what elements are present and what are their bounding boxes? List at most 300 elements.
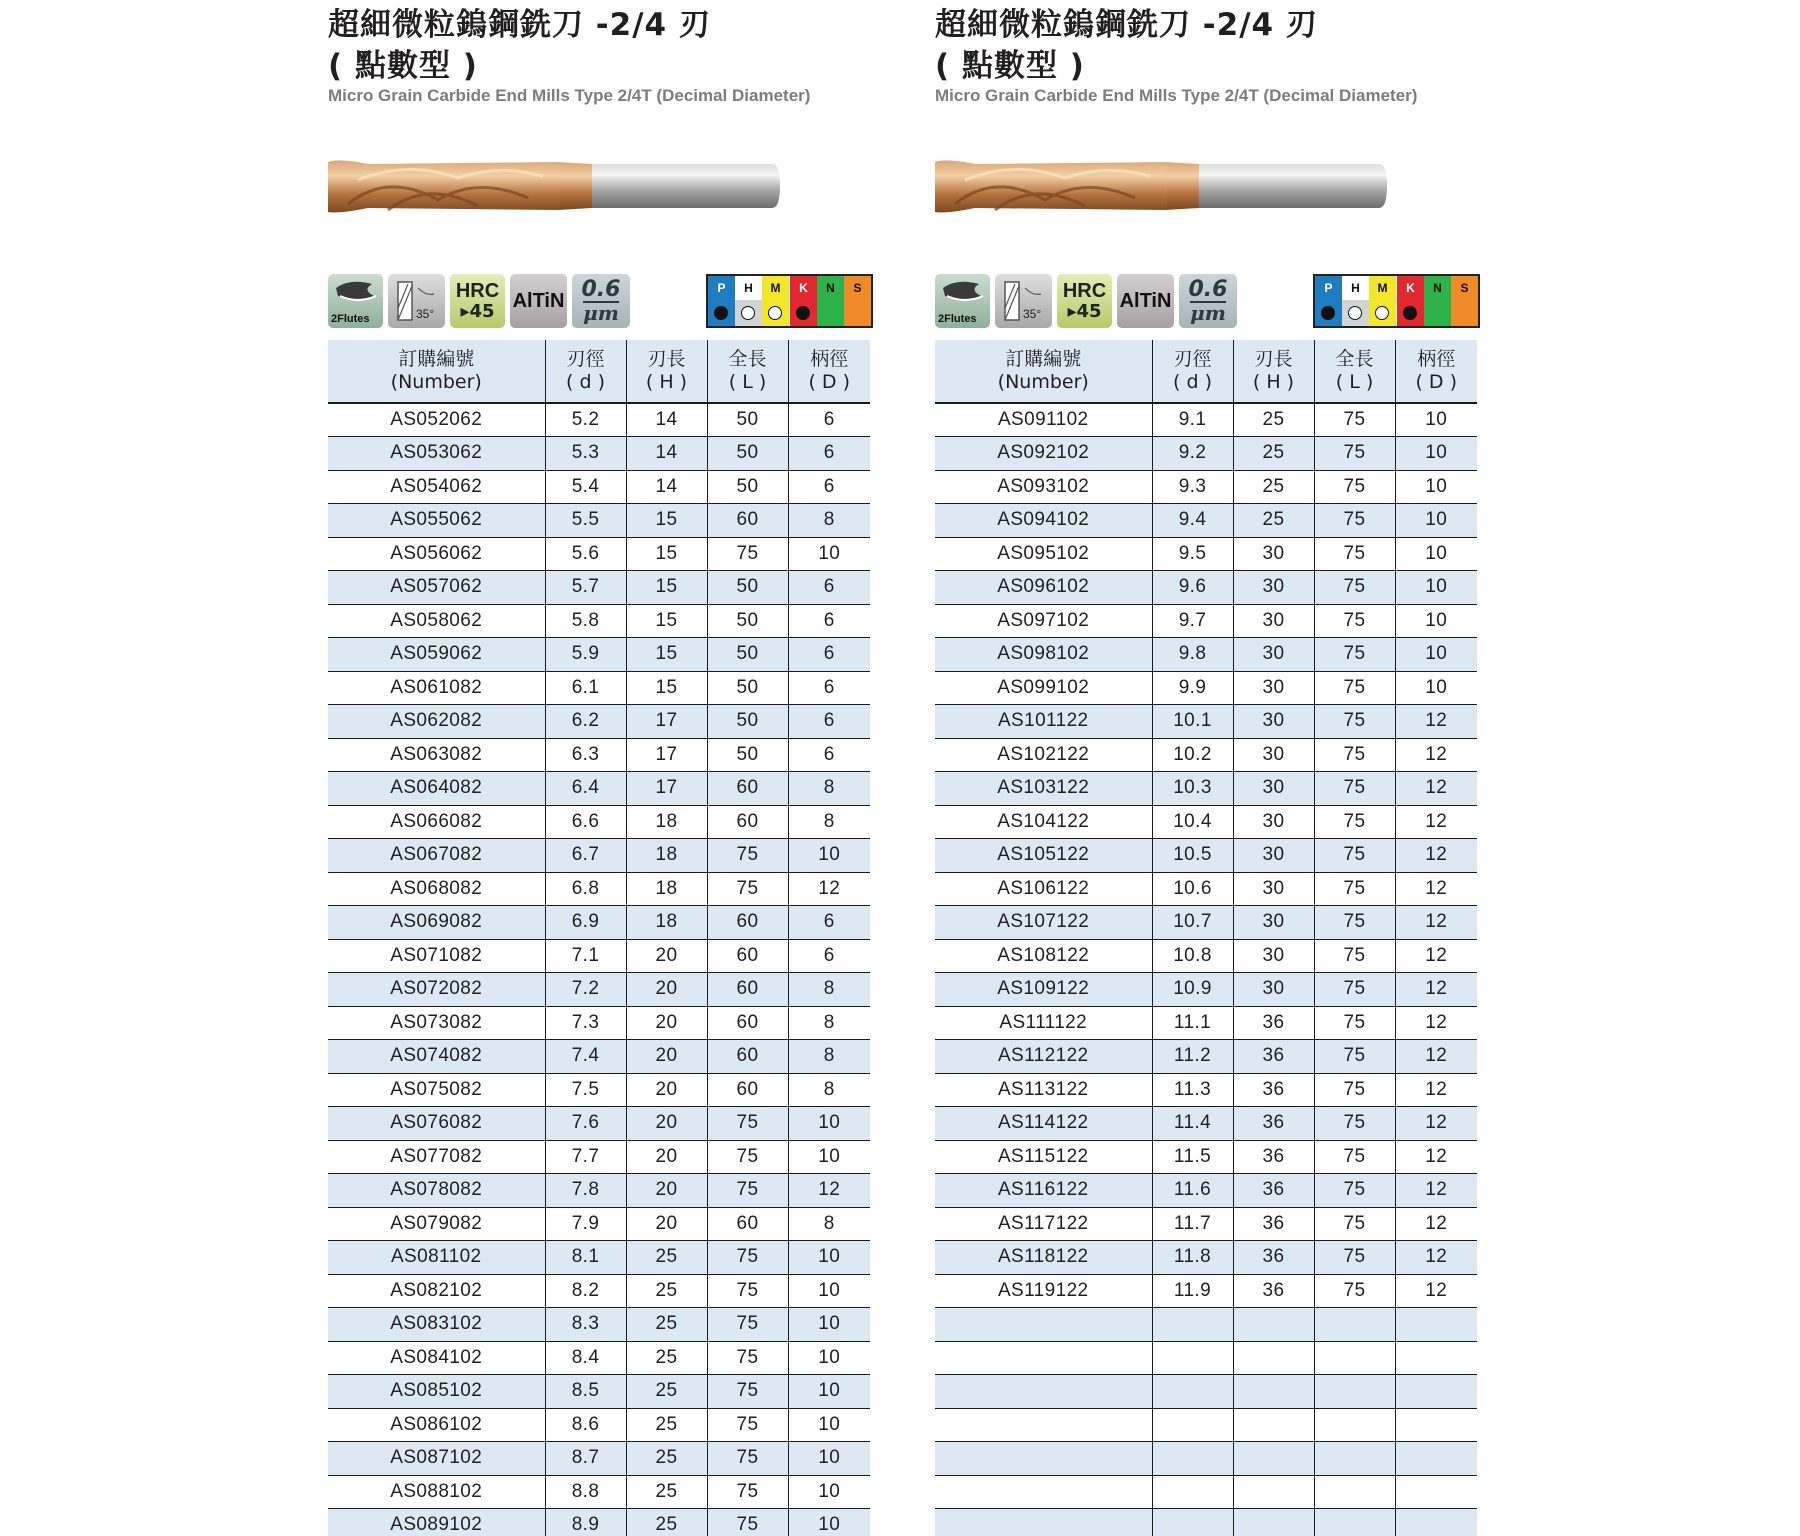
header-cutting-diameter: 刃徑 ( d ) <box>1152 340 1233 403</box>
cell-cutting-diameter: 10.7 <box>1152 906 1233 940</box>
cell-cutting-length: 17 <box>626 705 707 739</box>
table-row <box>328 403 870 437</box>
cell-shank-diameter: 10 <box>788 1408 870 1442</box>
cell-cutting-diameter: 11.3 <box>1152 1073 1233 1107</box>
cell-cutting-diameter: 5.5 <box>545 504 626 538</box>
cell-cutting-length: 25 <box>1233 403 1314 437</box>
cell-number: AS101122 <box>935 705 1152 739</box>
cell-cutting-diameter: 7.1 <box>545 939 626 973</box>
cell-cutting-length: 15 <box>626 638 707 672</box>
end-mill-image <box>935 154 1387 218</box>
cell-cutting-length: 20 <box>626 1107 707 1141</box>
cell-number: AS085102 <box>328 1375 545 1409</box>
cell-cutting-length <box>1233 1375 1314 1409</box>
cell-shank-diameter: 12 <box>1395 1006 1477 1040</box>
cell-shank-diameter: 10 <box>1395 604 1477 638</box>
cell-number: AS091102 <box>935 403 1152 437</box>
cell-cutting-length: 18 <box>626 805 707 839</box>
cell-cutting-length: 15 <box>626 537 707 571</box>
cell-cutting-length: 20 <box>626 1207 707 1241</box>
cell-shank-diameter: 6 <box>788 705 870 739</box>
cell-shank-diameter: 10 <box>788 1442 870 1476</box>
cell-cutting-length: 36 <box>1233 1107 1314 1141</box>
cell-cutting-diameter: 5.7 <box>545 571 626 605</box>
material-swatch-k <box>790 300 817 326</box>
cell-overall-length: 60 <box>707 1207 788 1241</box>
cell-cutting-length: 15 <box>626 504 707 538</box>
cell-cutting-diameter: 9.2 <box>1152 437 1233 471</box>
cell-shank-diameter: 12 <box>1395 805 1477 839</box>
table-row <box>935 872 1477 906</box>
cell-overall-length: 75 <box>1314 470 1395 504</box>
cell-overall-length: 75 <box>1314 1040 1395 1074</box>
cell-number: AS111122 <box>935 1006 1152 1040</box>
cell-number: AS095102 <box>935 537 1152 571</box>
cell-cutting-diameter: 11.1 <box>1152 1006 1233 1040</box>
table-row <box>328 1375 870 1409</box>
grain-size-icon: 0.6 μm <box>572 274 630 328</box>
cell-shank-diameter: 10 <box>788 1274 870 1308</box>
cell-number: AS083102 <box>328 1308 545 1342</box>
end-mill-shank <box>590 164 780 208</box>
two-flutes-icon <box>328 274 383 328</box>
cell-cutting-diameter <box>1152 1442 1233 1476</box>
cell-number: AS103122 <box>935 772 1152 806</box>
material-suitability-grid <box>1313 274 1480 328</box>
cell-number: AS094102 <box>935 504 1152 538</box>
cell-overall-length <box>1314 1308 1395 1342</box>
cell-cutting-diameter: 10.6 <box>1152 872 1233 906</box>
cell-cutting-length: 17 <box>626 738 707 772</box>
cell-cutting-diameter: 9.9 <box>1152 671 1233 705</box>
cell-shank-diameter: 6 <box>788 939 870 973</box>
table-row <box>935 839 1477 873</box>
cell-cutting-diameter: 7.5 <box>545 1073 626 1107</box>
cell-cutting-diameter: 9.8 <box>1152 638 1233 672</box>
cell-cutting-length: 30 <box>1233 772 1314 806</box>
cell-cutting-diameter: 9.3 <box>1152 470 1233 504</box>
cell-cutting-length: 30 <box>1233 738 1314 772</box>
cell-number: AS076082 <box>328 1107 545 1141</box>
cell-shank-diameter: 12 <box>1395 973 1477 1007</box>
cell-overall-length: 75 <box>1314 839 1395 873</box>
cell-shank-diameter: 12 <box>1395 906 1477 940</box>
cell-cutting-diameter: 6.8 <box>545 872 626 906</box>
cell-cutting-length: 20 <box>626 939 707 973</box>
cell-overall-length: 75 <box>1314 705 1395 739</box>
table-row <box>328 1308 870 1342</box>
cell-cutting-diameter: 10.1 <box>1152 705 1233 739</box>
filled-circle-icon <box>714 306 728 320</box>
filled-circle-icon <box>1403 306 1417 320</box>
cell-shank-diameter: 10 <box>788 1375 870 1409</box>
grain-size-icon: 0.6 μm <box>1179 274 1237 328</box>
cell-cutting-length: 30 <box>1233 671 1314 705</box>
table-row <box>935 1207 1477 1241</box>
cell-cutting-length: 25 <box>626 1274 707 1308</box>
cell-number: AS116122 <box>935 1174 1152 1208</box>
cell-cutting-diameter: 8.2 <box>545 1274 626 1308</box>
material-label-p: P <box>1315 276 1342 300</box>
cell-number: AS062082 <box>328 705 545 739</box>
cell-number: AS108122 <box>935 939 1152 973</box>
cell-cutting-length <box>1233 1308 1314 1342</box>
cell-overall-length: 75 <box>707 872 788 906</box>
cell-shank-diameter: 10 <box>788 1107 870 1141</box>
cell-shank-diameter: 10 <box>788 537 870 571</box>
table-row <box>328 504 870 538</box>
cell-number: AS093102 <box>935 470 1152 504</box>
table-row <box>935 1140 1477 1174</box>
cell-cutting-length: 36 <box>1233 1006 1314 1040</box>
cell-shank-diameter: 12 <box>788 872 870 906</box>
cell-overall-length: 75 <box>1314 738 1395 772</box>
table-row <box>935 437 1477 471</box>
material-label-h: H <box>735 276 762 300</box>
cell-shank-diameter: 12 <box>1395 872 1477 906</box>
cell-cutting-length: 14 <box>626 403 707 437</box>
table-row <box>935 906 1477 940</box>
cell-shank-diameter: 6 <box>788 470 870 504</box>
cell-shank-diameter: 6 <box>788 738 870 772</box>
cell-number: AS075082 <box>328 1073 545 1107</box>
cell-shank-diameter: 12 <box>1395 1040 1477 1074</box>
cell-cutting-diameter <box>1152 1475 1233 1509</box>
cell-overall-length: 75 <box>707 1442 788 1476</box>
cell-number: AS078082 <box>328 1174 545 1208</box>
end-mill-neck <box>558 162 592 210</box>
cell-cutting-diameter: 5.4 <box>545 470 626 504</box>
table-row <box>328 872 870 906</box>
cell-overall-length: 50 <box>707 571 788 605</box>
cell-number: AS102122 <box>935 738 1152 772</box>
cell-shank-diameter <box>1395 1509 1477 1536</box>
cell-overall-length <box>1314 1375 1395 1409</box>
cell-overall-length: 75 <box>1314 403 1395 437</box>
end-mill-neck <box>1165 162 1199 210</box>
cell-overall-length: 75 <box>707 1140 788 1174</box>
table-row <box>328 939 870 973</box>
cell-cutting-diameter: 8.3 <box>545 1308 626 1342</box>
table-row <box>328 604 870 638</box>
cell-overall-length: 60 <box>707 973 788 1007</box>
cell-shank-diameter: 10 <box>788 1308 870 1342</box>
cell-overall-length: 60 <box>707 1073 788 1107</box>
cell-overall-length: 75 <box>1314 638 1395 672</box>
table-row <box>935 805 1477 839</box>
cell-overall-length: 75 <box>707 1408 788 1442</box>
cell-cutting-diameter: 8.7 <box>545 1442 626 1476</box>
cell-cutting-length: 20 <box>626 1174 707 1208</box>
cell-shank-diameter: 10 <box>1395 571 1477 605</box>
cell-overall-length: 50 <box>707 604 788 638</box>
table-row <box>328 705 870 739</box>
table-row <box>328 437 870 471</box>
cell-overall-length: 75 <box>1314 973 1395 1007</box>
cell-overall-length: 75 <box>1314 906 1395 940</box>
cell-cutting-length <box>1233 1341 1314 1375</box>
cell-shank-diameter: 12 <box>1395 1174 1477 1208</box>
specification-table <box>328 340 870 1536</box>
table-row <box>328 1073 870 1107</box>
cell-overall-length: 75 <box>707 1174 788 1208</box>
cell-cutting-diameter <box>1152 1308 1233 1342</box>
material-swatch-k <box>1397 300 1424 326</box>
cell-cutting-length: 25 <box>1233 470 1314 504</box>
header-shank-diameter: 柄徑 ( D ) <box>788 340 870 403</box>
material-label-s: S <box>1451 276 1478 300</box>
cell-shank-diameter: 8 <box>788 504 870 538</box>
cell-number: AS077082 <box>328 1140 545 1174</box>
cell-shank-diameter: 6 <box>788 638 870 672</box>
cell-cutting-length: 30 <box>1233 571 1314 605</box>
material-label-s: S <box>844 276 871 300</box>
cell-shank-diameter: 10 <box>1395 671 1477 705</box>
table-row <box>328 1140 870 1174</box>
cell-overall-length <box>1314 1442 1395 1476</box>
table-row <box>328 571 870 605</box>
table-header-row <box>328 340 870 403</box>
cell-shank-diameter: 10 <box>1395 470 1477 504</box>
cell-cutting-diameter: 11.9 <box>1152 1274 1233 1308</box>
material-suitability-grid <box>706 274 873 328</box>
table-header-row <box>935 340 1477 403</box>
table-row <box>935 1341 1477 1375</box>
cell-number: AS059062 <box>328 638 545 672</box>
header-number: 訂購編號 (Number) <box>935 340 1152 403</box>
cell-overall-length: 50 <box>707 470 788 504</box>
cell-cutting-diameter: 6.7 <box>545 839 626 873</box>
cell-cutting-diameter <box>1152 1509 1233 1536</box>
cell-number: AS061082 <box>328 671 545 705</box>
table-row <box>935 1475 1477 1509</box>
cell-overall-length: 75 <box>1314 1207 1395 1241</box>
cell-number: AS114122 <box>935 1107 1152 1141</box>
cell-overall-length <box>1314 1408 1395 1442</box>
table-row <box>935 939 1477 973</box>
cell-number <box>935 1509 1152 1536</box>
cell-number: AS109122 <box>935 973 1152 1007</box>
filled-circle-icon <box>796 306 810 320</box>
cell-overall-length: 75 <box>1314 504 1395 538</box>
cell-cutting-length: 36 <box>1233 1140 1314 1174</box>
open-circle-icon <box>1375 306 1389 320</box>
cell-shank-diameter: 12 <box>1395 772 1477 806</box>
cell-overall-length: 75 <box>1314 1140 1395 1174</box>
cell-cutting-length: 30 <box>1233 839 1314 873</box>
material-label-n: N <box>817 276 844 300</box>
cell-cutting-diameter: 7.7 <box>545 1140 626 1174</box>
cell-number: AS105122 <box>935 839 1152 873</box>
material-swatch-h <box>1342 300 1369 326</box>
cell-overall-length: 75 <box>707 839 788 873</box>
cell-cutting-diameter: 9.4 <box>1152 504 1233 538</box>
cell-cutting-diameter: 6.6 <box>545 805 626 839</box>
header-cutting-length: 刃長 ( H ) <box>1233 340 1314 403</box>
cell-cutting-length: 25 <box>626 1308 707 1342</box>
altin-coating-icon: AlTiN <box>1117 274 1174 328</box>
cell-number: AS071082 <box>328 939 545 973</box>
cell-cutting-diameter: 5.2 <box>545 403 626 437</box>
cell-cutting-diameter: 8.8 <box>545 1475 626 1509</box>
cell-cutting-length: 15 <box>626 671 707 705</box>
cell-number: AS082102 <box>328 1274 545 1308</box>
cell-cutting-length: 36 <box>1233 1073 1314 1107</box>
cell-shank-diameter: 10 <box>1395 537 1477 571</box>
cell-cutting-length <box>1233 1408 1314 1442</box>
cell-number: AS069082 <box>328 906 545 940</box>
cell-overall-length: 75 <box>707 1375 788 1409</box>
cell-number <box>935 1308 1152 1342</box>
cell-overall-length: 50 <box>707 638 788 672</box>
cell-overall-length: 75 <box>1314 537 1395 571</box>
cell-overall-length: 50 <box>707 403 788 437</box>
cell-overall-length: 75 <box>1314 571 1395 605</box>
cell-number: AS073082 <box>328 1006 545 1040</box>
cell-shank-diameter: 6 <box>788 403 870 437</box>
cell-shank-diameter: 8 <box>788 772 870 806</box>
cell-shank-diameter: 10 <box>788 1475 870 1509</box>
cell-shank-diameter: 12 <box>1395 939 1477 973</box>
cell-shank-diameter <box>1395 1375 1477 1409</box>
header-cutting-diameter: 刃徑 ( d ) <box>545 340 626 403</box>
cell-shank-diameter: 12 <box>788 1174 870 1208</box>
table-row <box>328 1509 870 1536</box>
material-swatch-s <box>844 300 871 326</box>
cell-shank-diameter: 6 <box>788 571 870 605</box>
cell-number: AS056062 <box>328 537 545 571</box>
cell-shank-diameter: 6 <box>788 906 870 940</box>
cell-cutting-diameter: 8.4 <box>545 1341 626 1375</box>
end-mill-flutes <box>935 160 1167 212</box>
table-row <box>328 1341 870 1375</box>
helix-angle-icon <box>388 274 445 328</box>
table-row <box>935 403 1477 437</box>
cell-cutting-diameter: 11.7 <box>1152 1207 1233 1241</box>
cell-cutting-length: 25 <box>626 1241 707 1275</box>
cell-number: AS096102 <box>935 571 1152 605</box>
cell-cutting-diameter: 8.1 <box>545 1241 626 1275</box>
cell-cutting-length: 36 <box>1233 1207 1314 1241</box>
cell-cutting-diameter: 6.4 <box>545 772 626 806</box>
cell-cutting-length: 20 <box>626 973 707 1007</box>
table-row <box>935 705 1477 739</box>
cell-overall-length: 75 <box>1314 805 1395 839</box>
cell-number: AS058062 <box>328 604 545 638</box>
table-row <box>328 470 870 504</box>
cell-cutting-length: 30 <box>1233 604 1314 638</box>
cell-shank-diameter: 10 <box>788 1341 870 1375</box>
cell-shank-diameter: 12 <box>1395 1107 1477 1141</box>
table-row <box>935 537 1477 571</box>
table-row <box>328 1107 870 1141</box>
cell-number: AS118122 <box>935 1241 1152 1275</box>
table-row <box>935 1040 1477 1074</box>
cell-cutting-length: 30 <box>1233 638 1314 672</box>
cell-number: AS099102 <box>935 671 1152 705</box>
cell-overall-length: 50 <box>707 437 788 471</box>
cell-number: AS054062 <box>328 470 545 504</box>
cell-cutting-length: 25 <box>626 1341 707 1375</box>
cell-overall-length: 75 <box>707 1475 788 1509</box>
cell-shank-diameter: 10 <box>1395 437 1477 471</box>
cell-number: AS081102 <box>328 1241 545 1275</box>
cell-cutting-diameter: 11.8 <box>1152 1241 1233 1275</box>
table-row <box>328 537 870 571</box>
table-row <box>935 1308 1477 1342</box>
cell-overall-length: 75 <box>707 1241 788 1275</box>
table-row <box>935 1509 1477 1536</box>
cell-number: AS086102 <box>328 1408 545 1442</box>
title-chinese: 超細微粒鎢鋼銑刀 -2/4 刃 <box>935 7 1318 43</box>
cell-number: AS113122 <box>935 1073 1152 1107</box>
cell-cutting-length: 20 <box>626 1006 707 1040</box>
cell-cutting-length: 17 <box>626 772 707 806</box>
header-cutting-length: 刃長 ( H ) <box>626 340 707 403</box>
cell-cutting-length: 25 <box>1233 504 1314 538</box>
cell-overall-length: 60 <box>707 504 788 538</box>
table-row <box>328 906 870 940</box>
cell-shank-diameter: 10 <box>788 1509 870 1536</box>
cell-number: AS072082 <box>328 973 545 1007</box>
specification-table <box>935 340 1477 1536</box>
two-flutes-icon <box>935 274 990 328</box>
cell-cutting-length: 30 <box>1233 872 1314 906</box>
cell-cutting-length: 20 <box>626 1140 707 1174</box>
cell-number: AS088102 <box>328 1475 545 1509</box>
cell-number <box>935 1375 1152 1409</box>
cell-number: AS084102 <box>328 1341 545 1375</box>
open-circle-icon <box>768 306 782 320</box>
cell-cutting-length: 15 <box>626 571 707 605</box>
cell-number: AS089102 <box>328 1509 545 1536</box>
cell-cutting-diameter: 5.9 <box>545 638 626 672</box>
cell-overall-length: 75 <box>1314 872 1395 906</box>
table-row <box>328 1442 870 1476</box>
cell-shank-diameter: 10 <box>788 1241 870 1275</box>
cell-cutting-diameter: 11.2 <box>1152 1040 1233 1074</box>
cell-shank-diameter: 10 <box>1395 403 1477 437</box>
cell-cutting-length: 20 <box>626 1073 707 1107</box>
cell-overall-length: 75 <box>1314 671 1395 705</box>
cell-overall-length: 75 <box>707 1308 788 1342</box>
cell-cutting-diameter <box>1152 1341 1233 1375</box>
cell-cutting-diameter: 6.1 <box>545 671 626 705</box>
altin-coating-icon: AlTiN <box>510 274 567 328</box>
cell-cutting-diameter: 11.5 <box>1152 1140 1233 1174</box>
cell-cutting-diameter: 9.6 <box>1152 571 1233 605</box>
svg-text:2Flutes: 2Flutes <box>331 313 370 325</box>
cell-cutting-diameter: 10.9 <box>1152 973 1233 1007</box>
title-chinese: 超細微粒鎢鋼銑刀 -2/4 刃 <box>328 7 711 43</box>
end-mill-flutes <box>328 160 560 212</box>
table-row <box>935 638 1477 672</box>
svg-text:35°: 35° <box>1023 307 1042 321</box>
cell-cutting-length: 25 <box>626 1375 707 1409</box>
table-row <box>328 839 870 873</box>
cell-cutting-length: 30 <box>1233 705 1314 739</box>
cell-overall-length: 50 <box>707 671 788 705</box>
hrc-45-icon: HRC ▸45 <box>450 274 505 328</box>
cell-cutting-length: 30 <box>1233 939 1314 973</box>
table-row <box>935 1107 1477 1141</box>
open-circle-icon <box>1348 306 1362 320</box>
cell-cutting-diameter: 8.6 <box>545 1408 626 1442</box>
header-number: 訂購編號 (Number) <box>328 340 545 403</box>
cell-cutting-length: 20 <box>626 1040 707 1074</box>
cell-cutting-diameter: 5.3 <box>545 437 626 471</box>
open-circle-icon <box>741 306 755 320</box>
